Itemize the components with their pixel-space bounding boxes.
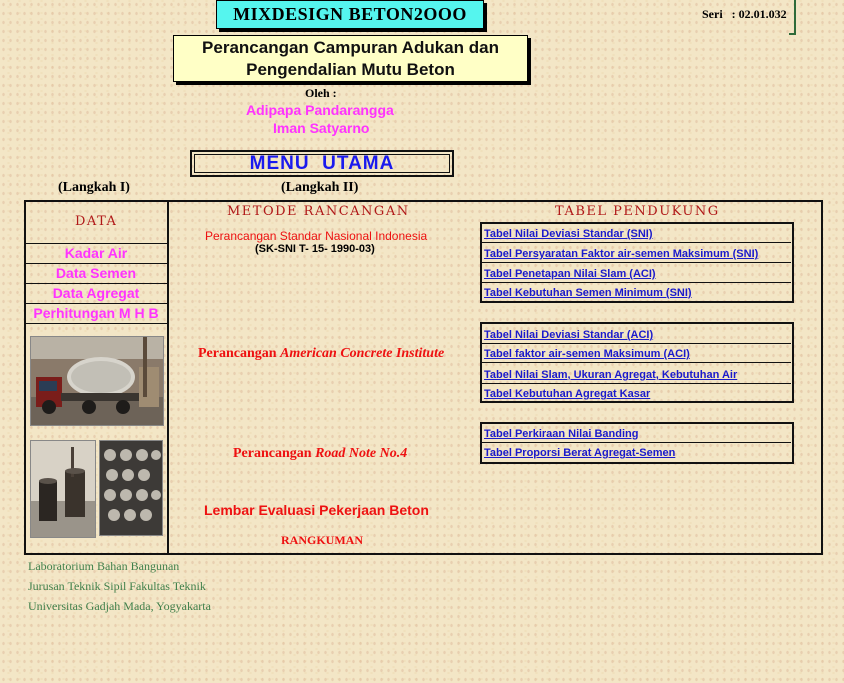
seri-label [702,7,787,22]
langkah-1-label: (Langkah I) [58,180,130,195]
oleh-label: Oleh : [305,86,337,100]
aci-method-prefix: Perancangan [198,346,281,361]
aci-method-name: American Concrete Institute [280,346,445,361]
sni-method-link[interactable]: Perancangan Standar Nasional Indonesia [205,229,428,243]
road-note-name: Road Note No.4 [315,446,408,461]
mixer-truck-photo [30,336,164,426]
data-heading: DATA [75,214,118,229]
footer-lab: Laboratorium Bahan Bangunan [28,559,180,573]
author-1: Adipapa Pandarangga [246,102,394,118]
menu-utama-title [190,150,454,177]
aci-method-link[interactable] [198,346,444,362]
data-divider [25,323,167,324]
aci-table-agregat-kasar[interactable]: Tabel Kebutuhan Agregat Kasar [484,388,651,400]
rangkuman-link[interactable]: RANGKUMAN [281,533,363,547]
kadar-air-button[interactable]: Kadar Air [25,243,167,262]
data-agregat-button[interactable]: Data Agregat [25,283,167,302]
perhitungan-mhb-button[interactable]: Perhitungan M H B [25,303,167,322]
road-note-method-link[interactable] [233,446,407,462]
mixer-truck-image [31,337,163,425]
concrete-samples-photo [99,440,163,536]
seri-frame-corner [789,0,796,35]
author-2: Iman Satyarno [273,120,370,136]
sni-table-deviasi[interactable]: Tabel Nilai Deviasi Standar (SNI) [480,226,791,243]
subtitle [173,35,528,82]
menu-utama-text: MENU UTAMA [249,152,395,174]
sni-code-label: (SK-SNI T- 15- 1990-03) [255,243,375,255]
app-title: MIXDESIGN BETON2OOO [216,0,484,29]
subtitle-line-2: Pengendalian Mutu Beton [246,60,455,79]
rn-table-nilai-banding[interactable]: Tabel Perkiraan Nilai Banding [480,426,791,443]
seri-label-text: Seri [702,7,723,21]
footer-jurusan: Jurusan Teknik Sipil Fakultas Teknik [28,579,206,593]
sni-table-nilai-slam[interactable]: Tabel Penetapan Nilai Slam (ACI) [480,266,791,283]
aci-table-faktor-air-semen[interactable]: Tabel faktor air-semen Maksimum (ACI) [480,346,791,363]
seri-value: : 02.01.032 [731,7,787,21]
sni-table-faktor-air-semen[interactable]: Tabel Persyaratan Faktor air-semen Maksimum (SNI) [480,246,791,263]
evaluasi-link[interactable]: Lembar Evaluasi Pekerjaan Beton [204,502,429,518]
footer-universitas: Universitas Gadjah Mada, Yogyakarta [28,599,211,613]
road-note-prefix: Perancangan [233,446,316,461]
cylinder-mould-photo [30,440,96,538]
aci-table-slam-agregat-air[interactable]: Tabel Nilai Slam, Ukuran Agregat, Kebutuhan Air [480,367,791,384]
concrete-samples-image [100,441,162,535]
column-divider [167,200,169,553]
rn-table-proporsi-agregat-semen[interactable]: Tabel Proporsi Berat Agregat-Semen [484,447,676,459]
data-semen-button[interactable]: Data Semen [25,263,167,282]
langkah-2-label: (Langkah II) [281,180,359,195]
tabel-heading: TABEL PENDUKUNG [555,204,720,219]
subtitle-line-1: Perancangan Campuran Adukan dan [202,38,499,57]
metode-heading: METODE RANCANGAN [227,204,410,219]
aci-table-deviasi[interactable]: Tabel Nilai Deviasi Standar (ACI) [480,327,791,344]
cylinder-mould-image [31,441,95,537]
sni-table-semen-minimum[interactable]: Tabel Kebutuhan Semen Minimum (SNI) [484,287,692,299]
